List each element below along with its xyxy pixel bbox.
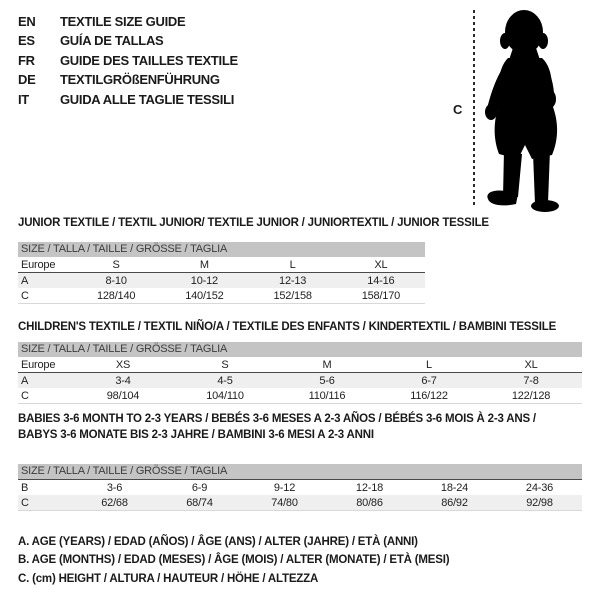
language-row-es — [18, 31, 238, 50]
legend-line-age-months: B. AGE (MONTHS) / EDAD (MESES) / ÂGE (MOIS) / ALTER (MONATE) / ETÀ (MESI) — [18, 554, 450, 567]
size-header-bar: SIZE / TALLA / TAILLE / GRÖSSE / TAGLIA — [18, 342, 582, 357]
guide-title-fr: GUIDE DES TAILLES TEXTILE — [60, 52, 238, 68]
height-measure-dotted-line — [473, 10, 475, 207]
size-header-bar: SIZE / TALLA / TAILLE / GRÖSSE / TAGLIA — [18, 242, 425, 257]
baby-silhouette-icon — [479, 0, 599, 215]
legend-line-age-years: A. AGE (YEARS) / EDAD (AÑOS) / ÂGE (ANS) / ALTER (JAHRE) / ETÀ (ANNI) — [18, 536, 418, 548]
language-row-de — [18, 70, 238, 89]
height-measure-label: C — [453, 102, 463, 117]
guide-title-es: GUÍA DE TALLAS — [60, 33, 164, 49]
language-row-fr — [18, 51, 238, 70]
table-row: Europe XS S M L XL — [18, 357, 582, 373]
guide-title-de: TEXTILGRÖßENFÜHRUNG — [60, 72, 220, 88]
table-row: Europe S M L XL — [18, 257, 425, 273]
table-row: C 128/140 140/152 152/158 158/170 — [18, 288, 425, 304]
section-title-children: CHILDREN'S TEXTILE / TEXTIL NIÑO/A / TEXTILE DES ENFANTS / KINDERTEXTIL / BAMBINI TESSILE — [18, 321, 557, 333]
legend-line-height: C. (cm) HEIGHT / ALTURA / HAUTEUR / HÖHE / ALTEZZA — [18, 572, 319, 585]
language-code: FR — [18, 52, 35, 68]
language-code: DE — [18, 72, 36, 88]
table-row: C 98/104 104/110 110/116 116/122 122/128 — [18, 388, 582, 404]
guide-title-en: TEXTILE SIZE GUIDE — [60, 14, 186, 29]
language-row-it — [18, 90, 238, 109]
language-code: IT — [18, 91, 29, 107]
junior-size-table — [18, 242, 425, 304]
table-row: B 3-6 6-9 9-12 12-18 18-24 24-36 — [21, 481, 554, 494]
section-title-junior: JUNIOR TEXTILE / TEXTIL JUNIOR/ TEXTILE JUNIOR / JUNIORTEXTIL / JUNIOR TESSILE — [18, 217, 489, 229]
language-row-en — [18, 12, 238, 31]
guide-title-it: GUIDA ALLE TAGLIE TESSILI — [60, 91, 235, 107]
section-title-babies — [18, 411, 578, 443]
section-title-babies-line1: BABIES 3-6 MONTH TO 2-3 YEARS / BEBÉS 3-6 MESES A 2-3 AÑOS / BÉBÉS 3-6 MOIS À 2-3 ANS / — [18, 413, 536, 425]
language-code: EN — [18, 14, 36, 29]
children-size-table — [18, 342, 582, 404]
babies-size-table — [18, 464, 582, 511]
table-row: A 3-4 4-5 5-6 6-7 7-8 — [18, 373, 582, 389]
table-row: C 62/68 68/74 74/80 80/86 86/92 92/98 — [18, 495, 582, 511]
language-title-list — [18, 12, 238, 109]
size-header-bar: SIZE / TALLA / TAILLE / GRÖSSE / TAGLIA — [18, 464, 582, 480]
measurement-legend — [18, 533, 449, 588]
table-row: A 8-10 10-12 12-13 14-16 — [18, 273, 425, 289]
language-code: ES — [18, 33, 35, 49]
section-title-babies-line2: BABYS 3-6 MONATE BIS 2-3 JAHRE / BAMBINI 3-6 MESI A 2-3 ANNI — [18, 429, 374, 441]
